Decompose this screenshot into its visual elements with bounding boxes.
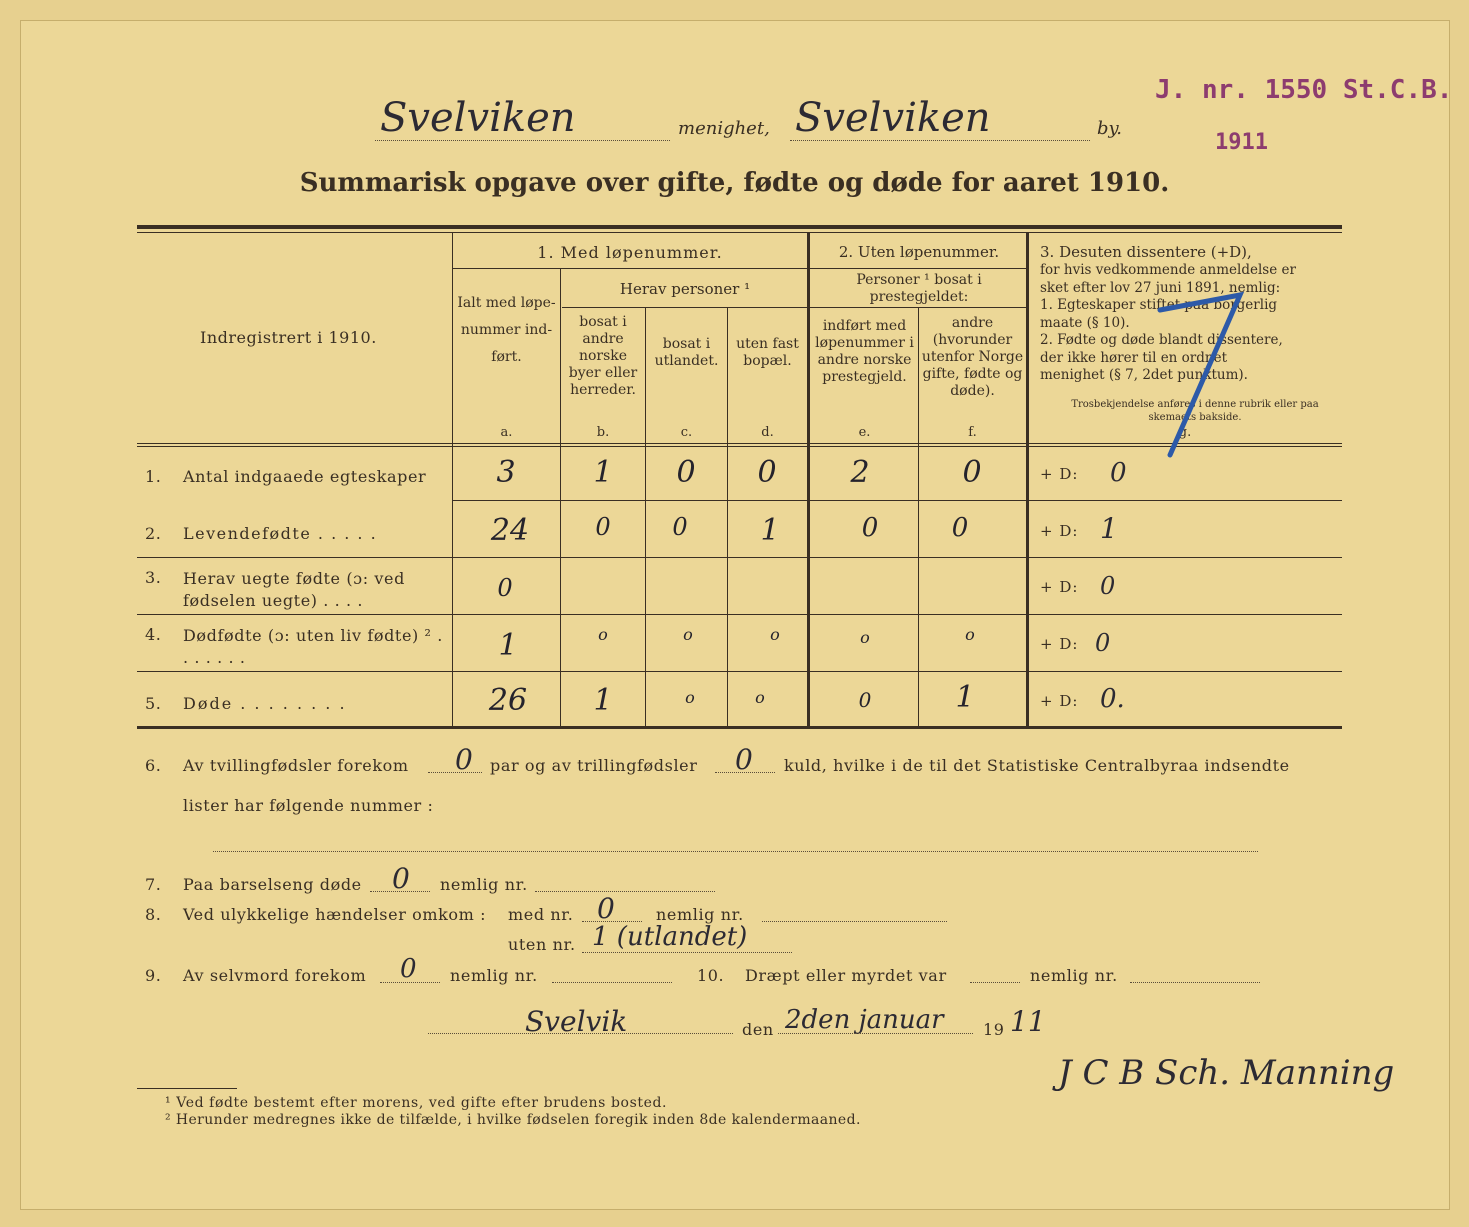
row-2-col-e: 0: [861, 513, 879, 543]
row-2-col-b: 0: [595, 513, 611, 541]
row-2-dissenter-value: 1: [1100, 512, 1118, 545]
page-title: Summarisk opgave over gifte, fødte og døde for aaret 1910.: [299, 168, 1170, 198]
row-1-col-d: 0: [757, 455, 777, 490]
group3-text: for hvis vedkommende anmeldelse er sket efter lov 27 juni 1891, nemlig: 1. Egteskaper stiftet paa borgerlig maate (§ 10). 2. Fødte og døde blandt dissentere, der ikke hører til en ordnet menighet (§ 7, 2det punktum).: [1040, 262, 1296, 383]
item-6-triplet-value: 0: [735, 743, 753, 776]
row-4-number: 4.: [145, 625, 162, 644]
signature-place: Svelvik: [525, 1005, 628, 1038]
col-a-head: Ialt med løpe-nummer ind-ført.: [457, 295, 556, 365]
item-6-twin-value: 0: [455, 743, 473, 776]
town-suffix: by.: [1097, 118, 1123, 139]
col-a-letter: a.: [500, 425, 513, 440]
row-header-label: Indregistrert i 1910.: [200, 328, 377, 347]
row-5-col-d: o: [755, 688, 765, 707]
row-4-dissenter-value: 0: [1095, 629, 1111, 657]
row-1-dissenter-value: 0: [1110, 458, 1127, 488]
item-9-text-b: nemlig nr.: [450, 966, 538, 985]
col-f-letter: f.: [968, 425, 977, 440]
row-3-col-a: 0: [497, 574, 513, 602]
item-10-text-b: nemlig nr.: [1030, 966, 1118, 985]
group3-note: Trosbekjendelse anføres i denne rubrik eller paa skemaets bakside.: [1071, 399, 1319, 423]
row-4-col-a: 1: [498, 628, 518, 663]
row-2-label: Levendefødte . . . . .: [183, 524, 378, 543]
parish-suffix: menighet,: [678, 118, 770, 139]
row-5-col-a: 26: [488, 683, 528, 718]
form-sheet: [20, 20, 1453, 1210]
row-4-col-b: o: [598, 625, 608, 644]
blue-check-mark: [1140, 270, 1260, 470]
item-8-number: 8.: [145, 905, 162, 924]
row-2-col-a: 24: [490, 513, 530, 548]
col-f-head: andre (hvorunder utenfor Norge gifte, fødte og døde).: [921, 315, 1024, 399]
row-1-col-b: 1: [593, 455, 613, 490]
item-10-text-a: Dræpt eller myrdet var: [745, 966, 947, 985]
row-4-col-e: o: [860, 628, 870, 647]
item-10-number: 10.: [697, 966, 725, 985]
item-8-text-a: Ved ulykkelige hændelser omkom :: [183, 905, 487, 924]
row-5-col-c: o: [685, 688, 695, 707]
row-5-col-f: 1: [955, 680, 975, 715]
item-9-text-a: Av selvmord forekom: [183, 966, 367, 985]
group2-title: 2. Uten løpenummer.: [838, 243, 1000, 261]
col-g-letter: g.: [1178, 425, 1192, 440]
col-d-letter: d.: [761, 425, 774, 440]
item-8-uten-value: 1 (utlandet): [592, 922, 748, 952]
row-1-col-e: 2: [850, 455, 870, 490]
signature-name: J C B Sch. Manning: [1058, 1053, 1395, 1093]
row-1-col-f: 0: [962, 455, 982, 490]
item-6-text-c: kuld, hvilke i de til det Statistiske Centralbyraa indsendte: [784, 756, 1290, 775]
journal-stamp-year: 1911: [1215, 130, 1268, 155]
row-4-col-d: o: [770, 625, 780, 644]
footnote-1: ¹ Ved fødte bestemt efter morens, ved gifte efter brudens bosted.: [165, 1095, 668, 1111]
group3-title: 3. Desuten dissentere (+D),: [1040, 243, 1252, 261]
group1-title: 1. Med løpenummer.: [537, 243, 723, 262]
row-3-number: 3.: [145, 568, 162, 587]
item-6-text-d: lister har følgende nummer :: [183, 796, 434, 815]
item-8-med-value: 0: [597, 892, 615, 925]
row-1-col-a: 3: [496, 455, 516, 490]
col-e-head: indført med løpenummer i andre norske prestegjeld.: [815, 318, 914, 385]
row-3-dissenter-value: 0: [1100, 572, 1116, 600]
row-5-col-e: 0: [858, 688, 872, 712]
item-6-text-b: par og av trillingfødsler: [490, 756, 698, 775]
journal-stamp: J. nr. 1550 St.C.B.: [1155, 75, 1453, 105]
row-1-dissenter-label: + D:: [1040, 465, 1079, 483]
item-8-text-b: nemlig nr.: [656, 905, 744, 924]
row-5-dissenter-label: + D:: [1040, 692, 1079, 710]
col-b-letter: b.: [596, 425, 610, 440]
row-2-number: 2.: [145, 524, 162, 543]
row-2-col-c: 0: [672, 513, 688, 541]
row-2-col-d: 1: [760, 513, 780, 548]
item-7-value: 0: [392, 862, 410, 895]
signature-den: den: [742, 1020, 774, 1039]
item-8-med-label: med nr.: [508, 905, 574, 924]
row-3-dissenter-label: + D:: [1040, 578, 1079, 596]
row-4-label: Dødfødte (ɔ: uten liv fødte) ² . . . . . . .: [183, 626, 443, 667]
group1-subtitle: Herav personer ¹: [619, 280, 751, 298]
item-9-number: 9.: [145, 966, 162, 985]
col-c-head: bosat i utlandet.: [654, 336, 719, 369]
row-5-col-b: 1: [593, 683, 613, 718]
row-5-number: 5.: [145, 694, 162, 713]
footnote-2: ² Herunder medregnes ikke de tilfælde, i hvilke fødselen foregik inden 8de kalendermaaned.: [165, 1112, 861, 1128]
town-name: Svelviken: [795, 95, 991, 141]
item-9-value: 0: [400, 954, 417, 984]
row-4-dissenter-label: + D:: [1040, 635, 1079, 653]
item-7-number: 7.: [145, 875, 162, 894]
row-1-col-c: 0: [676, 455, 696, 490]
row-3-label: Herav uegte fødte (ɔ: ved fødselen uegte) . . . .: [183, 569, 405, 610]
signature-date: 2den januar: [785, 1005, 944, 1035]
row-4-col-f: o: [965, 625, 975, 644]
item-7-text-a: Paa barselseng døde: [183, 875, 362, 894]
item-7-text-b: nemlig nr.: [440, 875, 528, 894]
parish-name: Svelviken: [380, 95, 576, 141]
row-4-col-c: o: [683, 625, 693, 644]
col-b-head: bosat i andre norske byer eller herreder.: [568, 314, 638, 398]
col-c-letter: c.: [680, 425, 693, 440]
signature-year-prefix: 19: [983, 1020, 1005, 1039]
item-8-uten-label: uten nr.: [508, 935, 576, 954]
col-d-head: uten fast bopæl.: [736, 336, 799, 369]
row-1-number: 1.: [145, 467, 162, 486]
signature-year-suffix: 11: [1010, 1005, 1046, 1038]
item-6-text-a: Av tvillingfødsler forekom: [183, 756, 409, 775]
row-1-label: Antal indgaaede egteskaper: [183, 467, 427, 486]
row-2-col-f: 0: [951, 513, 969, 543]
row-2-dissenter-label: + D:: [1040, 522, 1079, 540]
item-6-number: 6.: [145, 756, 162, 775]
col-e-letter: e.: [858, 425, 871, 440]
row-5-label: Døde . . . . . . . .: [183, 694, 347, 713]
row-5-dissenter-value: 0.: [1100, 684, 1125, 714]
group2-subtitle: Personer ¹ bosat i prestegjeldet:: [856, 272, 982, 305]
